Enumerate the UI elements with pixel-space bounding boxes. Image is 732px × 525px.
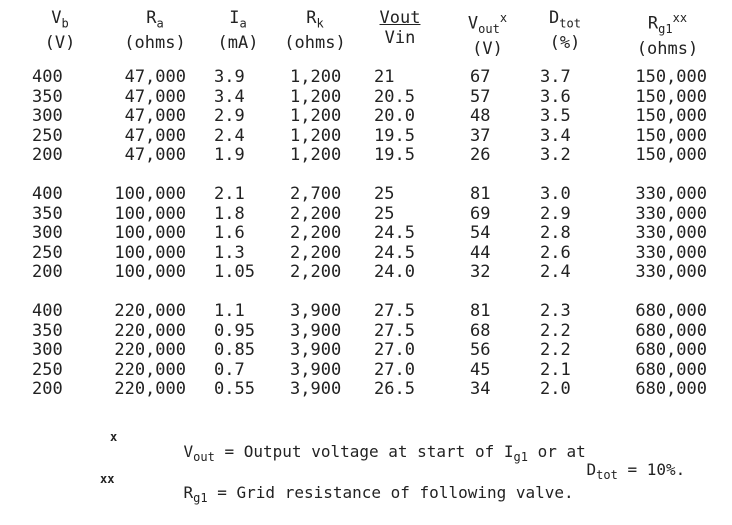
group-spacer (104, 166, 186, 186)
table-cell-rg1: 680,000 (635, 379, 707, 399)
header-vout (450, 8, 525, 59)
table-cell-vout: 81 (470, 184, 491, 204)
column-vb (32, 68, 63, 400)
table-cell-rg1: 150,000 (635, 125, 707, 146)
table-cell-vb: 400 (32, 184, 63, 204)
table-cell-rg1: 680,000 (635, 320, 707, 341)
table-cell-vout: 69 (470, 203, 491, 224)
table-cell-rk: 3,900 (290, 379, 342, 399)
table-cell-ra: 47,000 (124, 106, 186, 126)
table-cell-ratio: 20.5 (374, 86, 415, 107)
header-rg1-subscript: g1 (658, 22, 673, 37)
footnote-1-subscript: out (193, 450, 215, 465)
footnote-1-text: = Output voltage at start of (214, 442, 504, 461)
header-vb-subscript: b (61, 16, 69, 31)
table-cell-vout: 67 (470, 67, 491, 87)
table-cell-ra: 220,000 (114, 379, 186, 399)
table-cell-ia: 3.9 (214, 67, 245, 87)
header-ra (110, 8, 200, 53)
column-ratio (374, 68, 415, 400)
table-cell-dtot: 3.7 (540, 67, 571, 87)
footnote-1-marker: x (110, 430, 118, 444)
group-spacer (470, 283, 490, 303)
group-spacer (470, 166, 490, 186)
table-cell-rg1: 150,000 (635, 106, 707, 126)
group-spacer (214, 283, 255, 303)
table-cell-ia: 0.7 (214, 359, 245, 380)
table-cell-ia: 0.95 (214, 320, 255, 341)
table-cell-ra: 47,000 (124, 67, 186, 87)
table-cell-ratio: 24.0 (374, 262, 415, 282)
group-spacer (540, 166, 571, 186)
column-ia (214, 68, 255, 400)
table-cell-rg1: 680,000 (635, 340, 707, 360)
header-rk-unit: (ohms) (284, 33, 346, 54)
table-cell-rg1: 150,000 (635, 86, 707, 107)
header-rg1-footnote-marker: xx (672, 11, 688, 25)
table-cell-rk: 2,700 (290, 184, 342, 204)
table-cell-ratio: 27.5 (374, 320, 415, 341)
table-cell-ra: 100,000 (114, 242, 186, 263)
header-dtot-subscript: tot (559, 16, 581, 31)
table-cell-vout: 81 (470, 301, 491, 321)
column-vout (470, 68, 490, 400)
table-cell-vb: 250 (32, 242, 63, 263)
table-cell-rk: 1,200 (290, 125, 342, 146)
table-cell-vb: 350 (32, 320, 63, 341)
table-cell-ra: 220,000 (114, 340, 186, 360)
table-cell-rg1: 680,000 (635, 301, 707, 321)
group-spacer (622, 283, 707, 303)
table-cell-ratio: 24.5 (374, 242, 415, 263)
table-cell-vb: 300 (32, 223, 63, 243)
table-cell-ia: 3.4 (214, 86, 245, 107)
header-rk-symbol: R (306, 8, 317, 28)
footnote-2-marker: xx (100, 472, 115, 486)
table-cell-ratio: 25 (374, 184, 395, 204)
group-spacer (374, 166, 415, 186)
table-cell-ratio: 27.0 (374, 340, 415, 360)
table-cell-ra: 47,000 (124, 145, 186, 165)
table-cell-vb: 200 (32, 379, 63, 399)
table-cell-ra: 220,000 (114, 320, 186, 341)
footnote-1-symbol-2: I (503, 442, 514, 461)
table-cell-dtot: 3.2 (540, 145, 571, 165)
table-cell-vout: 56 (470, 340, 491, 360)
table-cell-ia: 1.8 (214, 203, 245, 224)
header-vb-symbol: V (51, 8, 62, 28)
header-vout-unit: (V) (472, 39, 503, 60)
header-dtot-unit: (%) (549, 33, 581, 54)
table-cell-dtot: 2.6 (540, 242, 571, 263)
table-cell-ia: 1.3 (214, 242, 245, 263)
header-vout-symbol: V (467, 13, 479, 34)
group-spacer (290, 166, 341, 186)
table-cell-rg1: 680,000 (635, 359, 707, 380)
table-cell-ratio: 20.0 (374, 106, 415, 126)
table-cell-vout: 34 (470, 379, 491, 399)
footnote-1-continuation-symbol: D (586, 460, 597, 479)
table-cell-dtot: 2.2 (540, 320, 571, 341)
table-cell-dtot: 3.6 (540, 86, 571, 107)
table-cell-dtot: 2.9 (540, 203, 571, 224)
header-rk-subscript: k (316, 16, 324, 31)
table-cell-vb: 200 (32, 262, 63, 282)
table-cell-rk: 1,200 (290, 86, 342, 107)
table-cell-vout: 37 (470, 125, 491, 146)
table-cell-ratio: 25 (374, 203, 395, 224)
table-cell-rg1: 330,000 (635, 262, 707, 282)
table-cell-dtot: 2.8 (540, 223, 571, 243)
table-cell-rg1: 150,000 (635, 145, 707, 165)
footnote-1-continuation-subscript: tot (596, 468, 618, 483)
table-cell-dtot: 3.4 (540, 125, 571, 146)
table-cell-ia: 1.05 (214, 262, 255, 282)
table-cell-ra: 220,000 (114, 301, 186, 321)
group-spacer (104, 283, 186, 303)
table-cell-rk: 2,200 (290, 242, 342, 263)
table-cell-dtot: 3.0 (540, 184, 571, 204)
header-ia-unit: (mA) (217, 33, 259, 54)
table-cell-vout: 57 (470, 86, 491, 107)
table-cell-rk: 1,200 (290, 145, 342, 165)
table-cell-dtot: 2.4 (540, 262, 571, 282)
table-cell-ra: 100,000 (114, 223, 186, 243)
group-spacer (540, 283, 571, 303)
table-cell-vb: 200 (32, 145, 63, 165)
footnote-1-symbol: V (183, 442, 194, 461)
table-cell-ratio: 19.5 (374, 125, 415, 146)
group-spacer (214, 166, 255, 186)
table-cell-ia: 1.6 (214, 223, 245, 243)
table-cell-dtot: 3.5 (540, 106, 571, 126)
table-cell-ra: 100,000 (114, 184, 186, 204)
footnote-1-continuation-text: = 10%. (617, 460, 686, 479)
footnote-1-tail: or at (527, 442, 586, 461)
footnote-1-subscript-2: g1 (513, 450, 528, 465)
table-cell-ra: 100,000 (114, 203, 186, 224)
table-cell-ia: 2.4 (214, 125, 245, 146)
table-cell-rk: 3,900 (290, 359, 342, 380)
header-ra-symbol: R (146, 8, 157, 28)
group-spacer (622, 166, 707, 186)
table-cell-rg1: 330,000 (635, 223, 707, 243)
header-vout-footnote-marker: x (499, 11, 508, 25)
table-cell-vout: 45 (470, 359, 491, 380)
group-spacer (32, 166, 63, 186)
header-ratio (365, 8, 435, 48)
table-cell-ratio: 24.5 (374, 223, 415, 243)
header-ia-symbol: I (229, 8, 240, 28)
table-cell-rk: 3,900 (290, 340, 342, 360)
table-cell-rk: 2,200 (290, 223, 342, 243)
table-cell-ia: 0.55 (214, 379, 255, 399)
table-cell-vb: 400 (32, 67, 63, 87)
header-ra-subscript: a (156, 16, 164, 31)
header-ra-unit: (ohms) (124, 33, 186, 54)
table-cell-ia: 1.1 (214, 301, 245, 321)
table-cell-vb: 350 (32, 86, 63, 107)
group-spacer (290, 283, 341, 303)
table-cell-ratio: 27.0 (374, 359, 415, 380)
header-rg1-symbol: R (647, 13, 659, 34)
footnote-2-text: = Grid resistance of following valve. (207, 483, 574, 502)
table-cell-rg1: 330,000 (635, 184, 707, 204)
header-ratio-numerator: Vout (379, 8, 421, 28)
group-spacer (32, 283, 63, 303)
group-spacer (374, 283, 415, 303)
table-cell-vb: 250 (32, 359, 63, 380)
table-cell-rk: 2,200 (290, 262, 342, 282)
table-cell-ra: 47,000 (124, 125, 186, 146)
header-rg1-unit: (ohms) (636, 39, 699, 60)
table-cell-ratio: 19.5 (374, 145, 415, 165)
header-ratio-denominator: Vin (384, 28, 416, 48)
header-ia (208, 8, 268, 53)
table-cell-rk: 3,900 (290, 320, 342, 341)
table-cell-ratio: 27.5 (374, 301, 415, 321)
header-rk (275, 8, 355, 53)
table-cell-rk: 1,200 (290, 106, 342, 126)
table-cell-vout: 26 (470, 145, 491, 165)
table-cell-dtot: 2.1 (540, 359, 571, 380)
table-cell-ra: 220,000 (114, 359, 186, 380)
header-vb (30, 8, 90, 53)
header-dtot (535, 8, 595, 53)
header-vout-subscript: out (478, 22, 500, 37)
table-cell-ra: 47,000 (124, 86, 186, 107)
table-cell-vb: 300 (32, 106, 63, 126)
footnote-2-symbol: R (183, 483, 194, 502)
header-rg1 (620, 8, 715, 59)
table-cell-ra: 100,000 (114, 262, 186, 282)
table-cell-ratio: 21 (374, 67, 395, 87)
column-rg1 (622, 68, 707, 400)
table-cell-dtot: 2.3 (540, 301, 571, 321)
column-ra (104, 68, 186, 400)
table-cell-rk: 1,200 (290, 67, 342, 87)
table-cell-vb: 400 (32, 301, 63, 321)
table-cell-ratio: 26.5 (374, 379, 415, 399)
table-cell-rg1: 330,000 (635, 242, 707, 263)
table-cell-rg1: 330,000 (635, 203, 707, 224)
header-dtot-symbol: D (549, 8, 560, 28)
footnote-2-subscript: g1 (193, 491, 208, 506)
table-cell-vout: 68 (470, 320, 491, 341)
footnote-2 (145, 466, 574, 525)
table-cell-ia: 1.9 (214, 145, 245, 165)
header-ia-subscript: a (239, 16, 247, 31)
column-rk (290, 68, 341, 400)
table-cell-ia: 2.1 (214, 184, 245, 204)
table-cell-vb: 300 (32, 340, 63, 360)
table-cell-dtot: 2.2 (540, 340, 571, 360)
table-cell-vb: 350 (32, 203, 63, 224)
table-cell-vb: 250 (32, 125, 63, 146)
table-cell-rk: 3,900 (290, 301, 342, 321)
table-cell-ia: 2.9 (214, 106, 245, 126)
table-cell-vout: 54 (470, 223, 491, 243)
table-cell-dtot: 2.0 (540, 379, 571, 399)
header-vb-unit: (V) (44, 33, 76, 54)
column-dtot (540, 68, 571, 400)
table-cell-vout: 44 (470, 242, 491, 263)
table-cell-ia: 0.85 (214, 340, 255, 360)
table-cell-vout: 32 (470, 262, 491, 282)
table-cell-rk: 2,200 (290, 203, 342, 224)
table-cell-rg1: 150,000 (635, 67, 707, 87)
table-cell-vout: 48 (470, 106, 491, 126)
